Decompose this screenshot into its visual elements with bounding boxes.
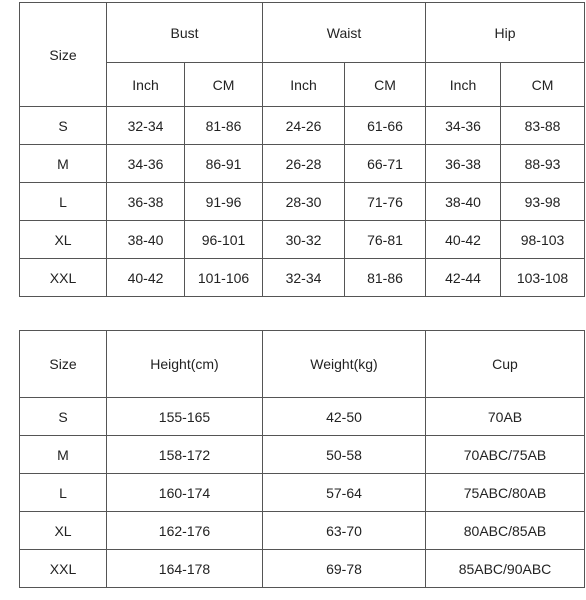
waist-inch-header: Inch bbox=[263, 63, 345, 107]
hip-cm-header: CM bbox=[501, 63, 585, 107]
waist-header: Waist bbox=[263, 3, 426, 63]
hip-inch-cell: 38-40 bbox=[426, 183, 501, 221]
waist-inch-cell: 28-30 bbox=[263, 183, 345, 221]
waist-cm-cell: 61-66 bbox=[345, 107, 426, 145]
waist-cm-header: CM bbox=[345, 63, 426, 107]
table-row bbox=[20, 107, 585, 145]
bust-cm-cell: 101-106 bbox=[185, 259, 263, 297]
size-header: Size bbox=[20, 3, 107, 107]
body-measurements-table bbox=[19, 2, 585, 297]
size-cell: L bbox=[20, 474, 107, 512]
size-cell: M bbox=[20, 145, 107, 183]
hip-cm-cell: 93-98 bbox=[501, 183, 585, 221]
waist-inch-cell: 32-34 bbox=[263, 259, 345, 297]
table-row bbox=[20, 398, 585, 436]
height-cell: 164-178 bbox=[107, 550, 263, 588]
cup-header: Cup bbox=[426, 331, 585, 398]
bust-cm-cell: 81-86 bbox=[185, 107, 263, 145]
size-cell: L bbox=[20, 183, 107, 221]
cup-cell: 75ABC/80AB bbox=[426, 474, 585, 512]
weight-header: Weight(kg) bbox=[263, 331, 426, 398]
table-row bbox=[20, 183, 585, 221]
bust-inch-cell: 34-36 bbox=[107, 145, 185, 183]
size-cell: XL bbox=[20, 512, 107, 550]
hip-inch-cell: 34-36 bbox=[426, 107, 501, 145]
bust-cm-header: CM bbox=[185, 63, 263, 107]
waist-inch-cell: 30-32 bbox=[263, 221, 345, 259]
table-row bbox=[20, 259, 585, 297]
size-cell: XL bbox=[20, 221, 107, 259]
table-row bbox=[20, 550, 585, 588]
waist-cm-cell: 66-71 bbox=[345, 145, 426, 183]
hip-cm-cell: 83-88 bbox=[501, 107, 585, 145]
size-cell: M bbox=[20, 436, 107, 474]
bust-header: Bust bbox=[107, 3, 263, 63]
bust-cm-cell: 86-91 bbox=[185, 145, 263, 183]
cup-cell: 70ABC/75AB bbox=[426, 436, 585, 474]
hip-header: Hip bbox=[426, 3, 585, 63]
height-cell: 155-165 bbox=[107, 398, 263, 436]
size-cell: S bbox=[20, 107, 107, 145]
hip-inch-header: Inch bbox=[426, 63, 501, 107]
bust-inch-cell: 38-40 bbox=[107, 221, 185, 259]
hip-inch-cell: 40-42 bbox=[426, 221, 501, 259]
bust-inch-cell: 32-34 bbox=[107, 107, 185, 145]
waist-inch-cell: 26-28 bbox=[263, 145, 345, 183]
table-row bbox=[20, 145, 585, 183]
size-cell: XXL bbox=[20, 550, 107, 588]
weight-cell: 57-64 bbox=[263, 474, 426, 512]
size-cell: XXL bbox=[20, 259, 107, 297]
weight-cell: 50-58 bbox=[263, 436, 426, 474]
bust-inch-header: Inch bbox=[107, 63, 185, 107]
weight-cell: 69-78 bbox=[263, 550, 426, 588]
hip-inch-cell: 36-38 bbox=[426, 145, 501, 183]
bust-inch-cell: 36-38 bbox=[107, 183, 185, 221]
cup-cell: 85ABC/90ABC bbox=[426, 550, 585, 588]
hip-cm-cell: 103-108 bbox=[501, 259, 585, 297]
height-weight-cup-table bbox=[19, 330, 585, 588]
weight-cell: 42-50 bbox=[263, 398, 426, 436]
table-row bbox=[20, 436, 585, 474]
height-header: Height(cm) bbox=[107, 331, 263, 398]
height-cell: 158-172 bbox=[107, 436, 263, 474]
waist-cm-cell: 71-76 bbox=[345, 183, 426, 221]
cup-cell: 70AB bbox=[426, 398, 585, 436]
bust-inch-cell: 40-42 bbox=[107, 259, 185, 297]
weight-cell: 63-70 bbox=[263, 512, 426, 550]
table-row bbox=[20, 474, 585, 512]
waist-inch-cell: 24-26 bbox=[263, 107, 345, 145]
cup-cell: 80ABC/85AB bbox=[426, 512, 585, 550]
hip-inch-cell: 42-44 bbox=[426, 259, 501, 297]
bust-cm-cell: 91-96 bbox=[185, 183, 263, 221]
height-cell: 160-174 bbox=[107, 474, 263, 512]
size-cell: S bbox=[20, 398, 107, 436]
height-cell: 162-176 bbox=[107, 512, 263, 550]
bust-cm-cell: 96-101 bbox=[185, 221, 263, 259]
waist-cm-cell: 81-86 bbox=[345, 259, 426, 297]
hip-cm-cell: 98-103 bbox=[501, 221, 585, 259]
size-header: Size bbox=[20, 331, 107, 398]
hip-cm-cell: 88-93 bbox=[501, 145, 585, 183]
table-row bbox=[20, 512, 585, 550]
waist-cm-cell: 76-81 bbox=[345, 221, 426, 259]
table-row bbox=[20, 221, 585, 259]
